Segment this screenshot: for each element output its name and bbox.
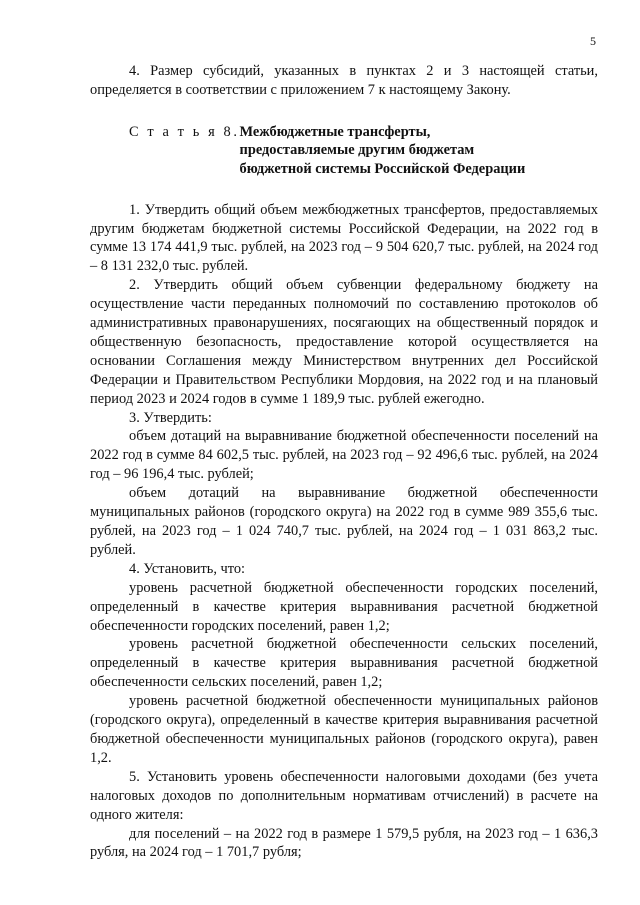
article-heading (90, 123, 598, 179)
paragraph-subsidies-size: 4. Размер субсидий, указанных в пунктах 2 и 3 настоящей статьи, определяется в соответствии с приложением 7 к настоящему Закону. (90, 63, 598, 98)
paragraph-5-settlements: для поселений – на 2022 год в размере 1 579,5 рубля, на 2023 год – 1 636,3 рубля, на 2024 год – 1 701,7 рубля; (90, 825, 598, 861)
article-title (240, 123, 526, 179)
paragraph-4-heading: 4. Установить, что: (129, 560, 246, 577)
page-number: 5 (590, 34, 596, 48)
article-title-line-3: бюджетной системы Российской Федерации (239, 161, 526, 177)
paragraph-3-settlements-dotation: объем дотаций на выравнивание бюджетной обеспеченности поселений на 2022 год в сумме 84 602,5 тыс. рублей, на 2023 год – 92 496,6 тыс. рублей, на 2024 год – 96 196,4 тыс. рублей; (90, 428, 598, 483)
document-body (90, 62, 598, 862)
paragraph-2: 2. Утвердить общий объем субвенции федеральному бюджету на осуществление части переданных полномочий по составлению протоколов об административных правонарушениях, посягающих на общественный порядок и общественную безопасность, предоставление которой осуществляется на основании Соглашения между Министерством внутренних дел Российской Федерации и Правительством Республики Мордовия, на 2022 год и на плановый период 2023 и 2024 годов в сумме 1 189,9 тыс. рублей ежегодно. (90, 277, 598, 407)
article-title-line-2: предоставляемые другим бюджетам (239, 142, 475, 159)
article-title-line-1: Межбюджетные трансферты, (239, 123, 431, 140)
paragraph-3-districts-dotation: объем дотаций на выравнивание бюджетной обеспеченности муниципальных районов (городского округа) на 2022 год в сумме 989 355,6 тыс. рублей, на 2023 год – 1 024 740,7 тыс. рублей, на 2024 год – 1 031 863,2 тыс. рублей. (90, 485, 598, 558)
paragraph-1: 1. Утвердить общий объем межбюджетных трансфертов, предоставляемых другим бюджетам бюджетной системы Российской Федерации, на 2022 год в сумме 13 174 441,9 тыс. рублей, на 2023 год – 9 504 620,7 тыс. рублей, на 2024 год – 8 131 232,0 тыс. рублей. (90, 201, 598, 275)
paragraph-4-district-level: уровень расчетной бюджетной обеспеченности муниципальных районов (городского округа), определенный в качестве критерия выравнивания расчетной бюджетной обеспеченности муниципальных районов (городского округа), равен 1,2. (90, 693, 598, 766)
paragraph-4-urban-level: уровень расчетной бюджетной обеспеченности городских поселений, определенный в качестве критерия выравнивания расчетной бюджетной обеспеченности городских поселений, равен 1,2; (90, 579, 598, 634)
paragraph-4-rural-level: уровень расчетной бюджетной обеспеченности сельских поселений, определенный в качестве критерия выравнивания расчетной бюджетной обеспеченности сельских поселений, равен 1,2; (90, 636, 598, 691)
paragraph-5: 5. Установить уровень обеспеченности налоговыми доходами (без учета налоговых доходов по дополнительным нормативам отчислений) в расчете на одного жителя: (90, 768, 598, 823)
article-number: С т а т ь я 8. (129, 123, 240, 140)
paragraph-3-heading: 3. Утвердить: (129, 409, 212, 426)
